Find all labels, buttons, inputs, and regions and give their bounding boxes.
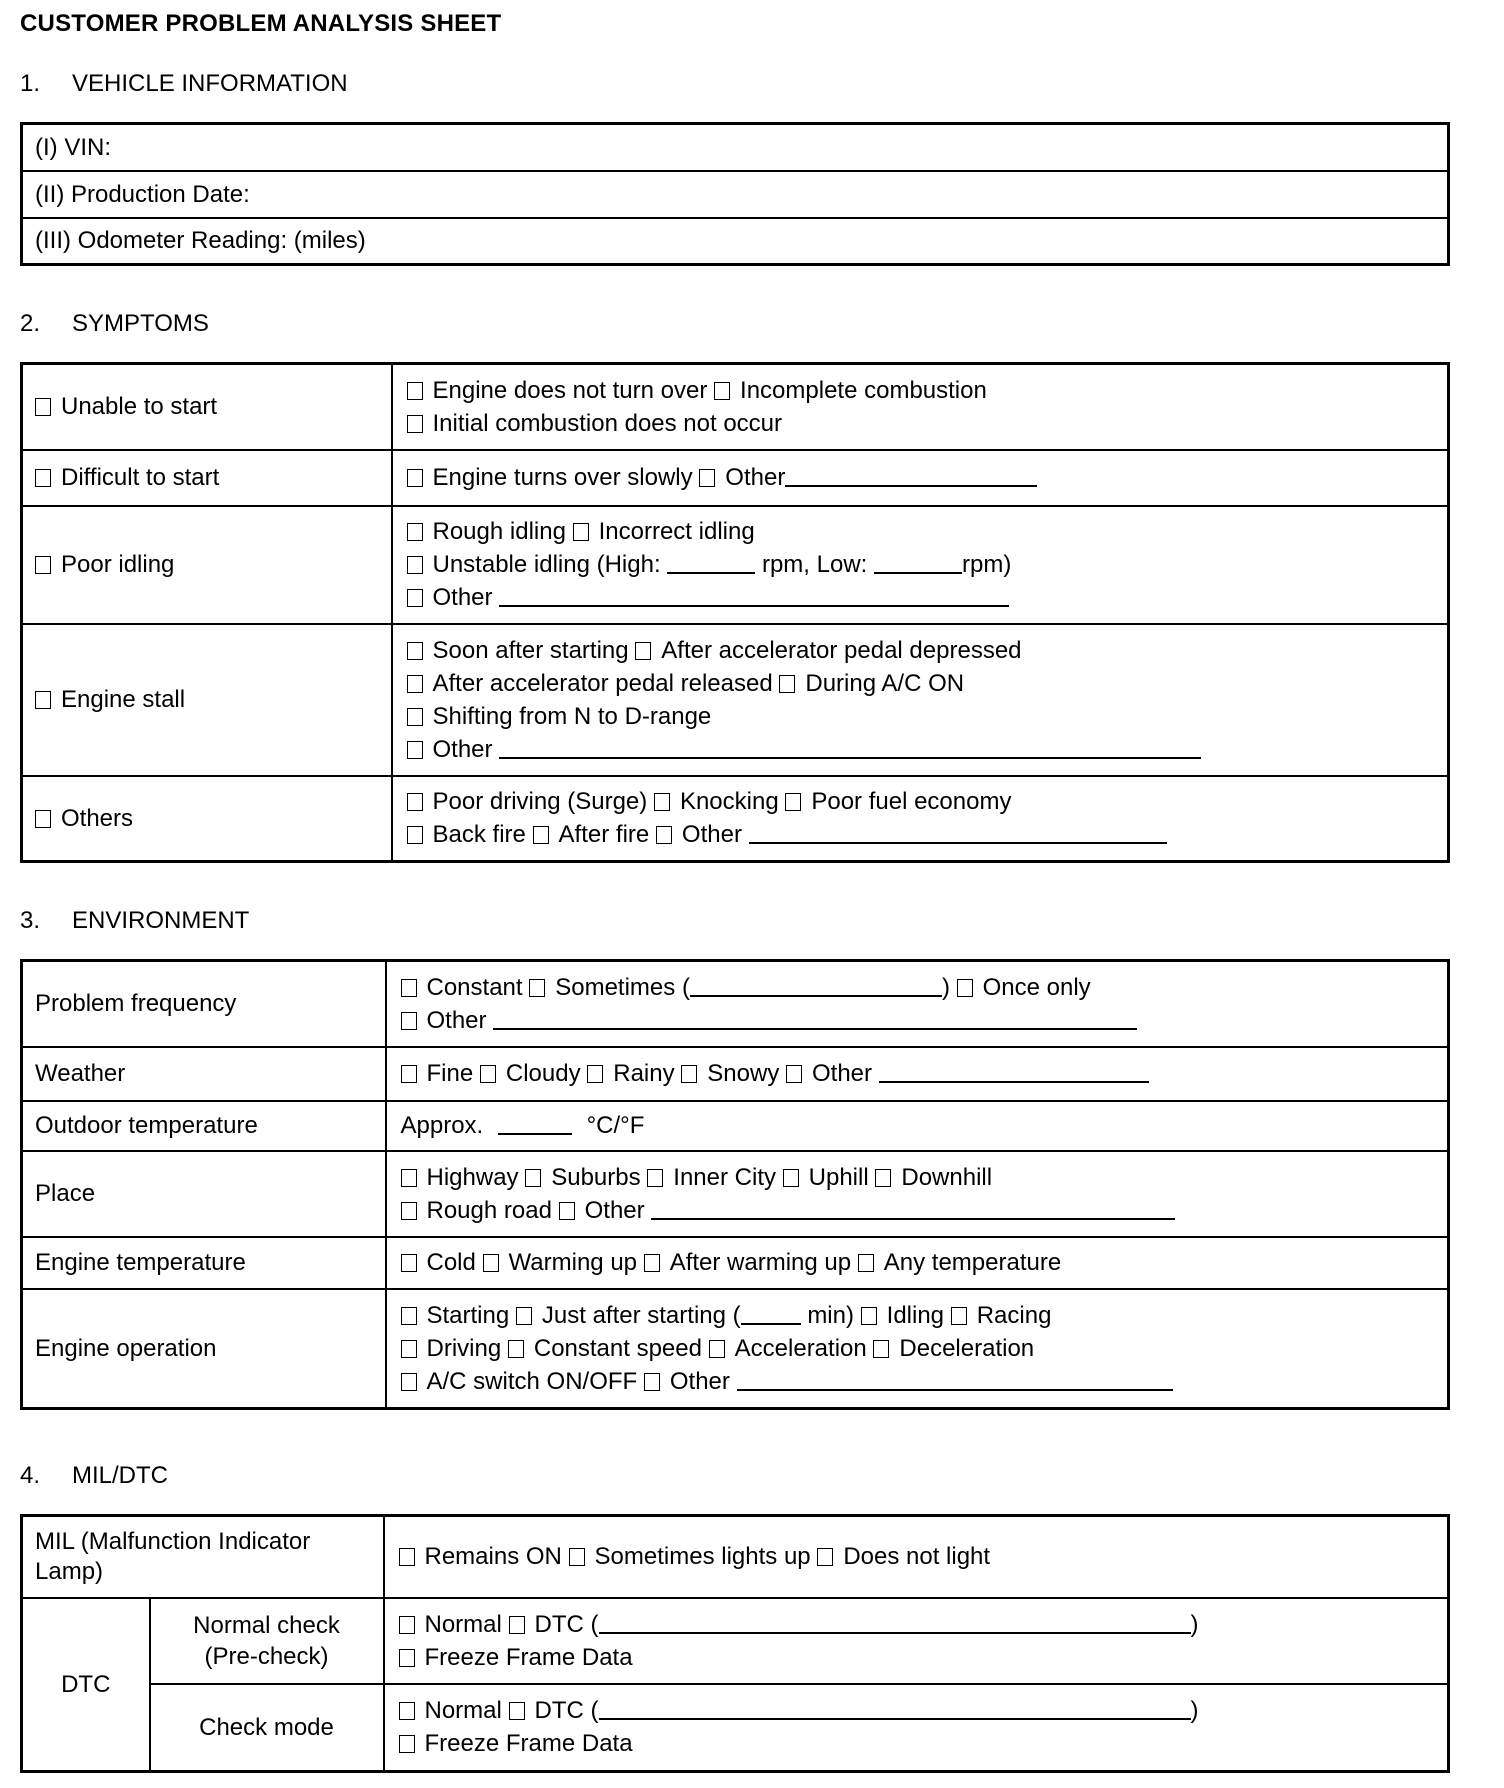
mil-dtc-table — [20, 1514, 1450, 1773]
dtc-code-field[interactable] — [599, 1610, 1191, 1634]
option-knocking[interactable]: Knocking — [654, 788, 779, 815]
symptom-row-difficult-to-start — [22, 450, 1449, 506]
checkbox-icon[interactable] — [35, 556, 51, 574]
checkbox-icon[interactable] — [509, 1702, 525, 1720]
checkbox-icon[interactable] — [401, 979, 417, 997]
env-row-problem-frequency: Problem frequency Constant Sometimes ( ) Once only Other — [22, 961, 1449, 1047]
option-after-fire[interactable]: After fire — [533, 821, 650, 848]
option-dtc[interactable]: DTC ( — [509, 1697, 599, 1724]
checkbox-icon[interactable] — [35, 810, 51, 828]
checkbox-icon[interactable] — [516, 1307, 532, 1325]
env-label-problem-frequency: Problem frequency — [22, 961, 386, 1047]
symptom-unable-to-start[interactable]: Unable to start — [22, 364, 392, 450]
checkbox-icon[interactable] — [529, 979, 545, 997]
checkbox-icon[interactable] — [573, 523, 589, 541]
checkbox-icon[interactable] — [714, 382, 730, 400]
checkbox-icon[interactable] — [699, 469, 715, 487]
checkbox-icon[interactable] — [875, 1169, 891, 1187]
checkbox-icon[interactable] — [401, 1202, 417, 1220]
option-rough-idling[interactable]: Rough idling — [407, 518, 566, 545]
section-heading-symptoms: 2. SYMPTOMS — [20, 310, 209, 337]
dtc-code-field[interactable] — [599, 1696, 1191, 1720]
mil-label: MIL (Malfunction Indicator Lamp) — [22, 1516, 384, 1598]
option-idling[interactable]: Idling — [861, 1302, 944, 1329]
checkbox-icon[interactable] — [647, 1169, 663, 1187]
checkbox-icon[interactable] — [35, 691, 51, 709]
checkbox-icon[interactable] — [509, 1616, 525, 1634]
option-sometimes[interactable]: Sometimes ( — [529, 974, 690, 1001]
option-after-pedal-depressed[interactable]: After accelerator pedal depressed — [635, 637, 1021, 664]
production-date-field[interactable] — [22, 171, 1449, 218]
option-engine-does-not-turn-over[interactable]: Engine does not turn over — [407, 377, 708, 404]
env-label-engine-temperature: Engine temperature — [22, 1237, 386, 1289]
checkbox-icon[interactable] — [407, 415, 423, 433]
option-starting[interactable]: Starting — [401, 1302, 510, 1329]
option-cold[interactable]: Cold — [401, 1249, 476, 1276]
option-incomplete-combustion[interactable]: Incomplete combustion — [714, 377, 987, 404]
option-suburbs[interactable]: Suburbs — [525, 1164, 640, 1191]
option-incorrect-idling[interactable]: Incorrect idling — [573, 518, 755, 545]
other-blank-field[interactable] — [785, 463, 1037, 487]
option-rainy[interactable]: Rainy — [587, 1060, 674, 1087]
symptom-difficult-to-start[interactable]: Difficult to start — [22, 450, 392, 506]
vin-label: (I) VIN: — [35, 133, 111, 161]
other-blank-field[interactable] — [499, 735, 1201, 759]
dtc-normal-check-row: DTC Normal check (Pre-check) Normal DTC ( ) Freeze Frame Data — [22, 1598, 1449, 1684]
option-does-not-light[interactable]: Does not light — [817, 1543, 990, 1570]
checkbox-icon[interactable] — [401, 1307, 417, 1325]
option-cloudy[interactable]: Cloudy — [480, 1060, 581, 1087]
checkbox-icon[interactable] — [407, 675, 423, 693]
production-date-row — [22, 171, 1449, 218]
symptom-row-poor-idling: Poor idling Rough idling Incorrect idling Unstable idling (High: rpm, Low: rpm) Other — [22, 506, 1449, 624]
option-unstable-idling[interactable]: Unstable idling (High: — [407, 551, 661, 578]
option-freeze-frame-data[interactable]: Freeze Frame Data — [399, 1730, 633, 1757]
document-title: CUSTOMER PROBLEM ANALYSIS SHEET — [20, 10, 502, 37]
dtc-check-mode-row: Check mode Normal DTC ( ) Freeze Frame Data — [22, 1684, 1449, 1772]
env-row-engine-temperature — [22, 1237, 1449, 1289]
checkbox-icon[interactable] — [783, 1169, 799, 1187]
option-inner-city[interactable]: Inner City — [647, 1164, 776, 1191]
symptom-others[interactable]: Others — [22, 776, 392, 862]
env-label-place: Place — [22, 1151, 386, 1237]
option-snowy[interactable]: Snowy — [681, 1060, 779, 1087]
checkbox-icon[interactable] — [407, 382, 423, 400]
env-label-engine-operation: Engine operation — [22, 1289, 386, 1409]
checkbox-icon[interactable] — [35, 469, 51, 487]
checkbox-icon[interactable] — [401, 1012, 417, 1030]
checkbox-icon[interactable] — [407, 708, 423, 726]
option-other[interactable]: Other — [656, 821, 742, 848]
env-row-engine-operation: Engine operation Starting Just after starting ( min) Idling Racing Driving Constant speed Acceleration Deceleration A/C switch ON/OFF Other — [22, 1289, 1449, 1409]
checkbox-icon[interactable] — [480, 1065, 496, 1083]
minutes-field[interactable] — [741, 1301, 801, 1325]
symptom-row-engine-stall — [22, 624, 1449, 776]
checkbox-icon[interactable] — [407, 523, 423, 541]
option-soon-after-starting[interactable]: Soon after starting — [407, 637, 629, 664]
option-back-fire[interactable]: Back fire — [407, 821, 526, 848]
checkbox-icon[interactable] — [644, 1373, 660, 1391]
option-downhill[interactable]: Downhill — [875, 1164, 992, 1191]
checkbox-icon[interactable] — [407, 826, 423, 844]
checkbox-icon[interactable] — [401, 1065, 417, 1083]
option-poor-driving-surge[interactable]: Poor driving (Surge) — [407, 788, 648, 815]
other-blank-field[interactable] — [499, 583, 1009, 607]
env-row-place — [22, 1151, 1449, 1237]
checkbox-icon[interactable] — [533, 826, 549, 844]
checkbox-icon[interactable] — [858, 1254, 874, 1272]
option-constant[interactable]: Constant — [401, 974, 523, 1001]
option-fine[interactable]: Fine — [401, 1060, 474, 1087]
env-row-outdoor-temperature: Outdoor temperature Approx. °C/°F — [22, 1101, 1449, 1151]
checkbox-icon[interactable] — [656, 826, 672, 844]
option-racing[interactable]: Racing — [951, 1302, 1052, 1329]
option-other[interactable]: Other — [407, 736, 493, 763]
other-blank-field[interactable] — [737, 1367, 1173, 1391]
checkbox-icon[interactable] — [399, 1735, 415, 1753]
checkbox-icon[interactable] — [817, 1548, 833, 1566]
option-warming-up[interactable]: Warming up — [483, 1249, 637, 1276]
low-rpm-field[interactable] — [874, 550, 962, 574]
option-other[interactable]: Other — [786, 1060, 872, 1087]
dtc-label: DTC — [22, 1598, 150, 1772]
option-remains-on[interactable]: Remains ON — [399, 1543, 562, 1570]
checkbox-icon[interactable] — [401, 1340, 417, 1358]
checkbox-icon[interactable] — [681, 1065, 697, 1083]
option-shifting-n-to-d[interactable]: Shifting from N to D-range — [407, 703, 712, 730]
checkbox-icon[interactable] — [861, 1307, 877, 1325]
checkbox-icon[interactable] — [951, 1307, 967, 1325]
vin-row — [22, 124, 1449, 171]
normal-check-label: Normal check (Pre-check) — [150, 1598, 384, 1684]
checkbox-icon[interactable] — [483, 1254, 499, 1272]
option-highway[interactable]: Highway — [401, 1164, 519, 1191]
option-rough-road[interactable]: Rough road — [401, 1197, 552, 1224]
option-other[interactable]: Other — [644, 1368, 730, 1395]
vehicle-info-table — [20, 122, 1450, 266]
option-initial-combustion-does-not-occur[interactable]: Initial combustion does not occur — [407, 410, 783, 437]
checkbox-icon[interactable] — [525, 1169, 541, 1187]
option-other[interactable]: Other — [699, 464, 785, 491]
symptom-poor-idling[interactable]: Poor idling — [22, 506, 392, 624]
environment-table — [20, 959, 1450, 1410]
odometer-label: (III) Odometer Reading: (miles) — [35, 227, 366, 255]
other-blank-field[interactable] — [749, 820, 1167, 844]
checkbox-icon[interactable] — [35, 398, 51, 416]
checkbox-icon[interactable] — [587, 1065, 603, 1083]
checkbox-icon[interactable] — [407, 642, 423, 660]
option-just-after-starting[interactable]: Just after starting ( — [516, 1302, 741, 1329]
vin-field[interactable] — [22, 124, 1449, 171]
checkbox-icon[interactable] — [407, 741, 423, 759]
checkbox-icon[interactable] — [709, 1340, 725, 1358]
mil-row — [22, 1516, 1449, 1598]
high-rpm-field[interactable] — [667, 550, 755, 574]
checkbox-icon[interactable] — [957, 979, 973, 997]
option-sometimes-lights-up[interactable]: Sometimes lights up — [569, 1543, 811, 1570]
checkbox-icon[interactable] — [399, 1548, 415, 1566]
production-date-label: (II) Production Date: — [35, 180, 250, 208]
option-after-pedal-released[interactable]: After accelerator pedal released — [407, 670, 773, 697]
option-other[interactable]: Other — [401, 1007, 487, 1034]
option-after-warming-up[interactable]: After warming up — [644, 1249, 851, 1276]
section-heading-vehicle: 1. VEHICLE INFORMATION — [20, 70, 348, 97]
option-freeze-frame-data[interactable]: Freeze Frame Data — [399, 1644, 633, 1671]
symptom-engine-stall[interactable]: Engine stall — [22, 624, 392, 776]
checkbox-icon[interactable] — [873, 1340, 889, 1358]
odometer-field[interactable] — [22, 218, 1449, 265]
odometer-row — [22, 218, 1449, 265]
section-heading-mil-dtc: 4. MIL/DTC — [20, 1462, 168, 1489]
option-any-temperature[interactable]: Any temperature — [858, 1249, 1061, 1276]
option-other[interactable]: Other — [559, 1197, 645, 1224]
option-once-only[interactable]: Once only — [957, 974, 1091, 1001]
option-acceleration[interactable]: Acceleration — [709, 1335, 867, 1362]
checkbox-icon[interactable] — [399, 1616, 415, 1634]
checkbox-icon[interactable] — [786, 1065, 802, 1083]
option-normal[interactable]: Normal — [399, 1611, 502, 1638]
checkbox-icon[interactable] — [407, 556, 423, 574]
option-normal[interactable]: Normal — [399, 1697, 502, 1724]
other-blank-field[interactable] — [879, 1059, 1149, 1083]
env-row-weather — [22, 1047, 1449, 1101]
checkbox-icon[interactable] — [559, 1202, 575, 1220]
option-deceleration[interactable]: Deceleration — [873, 1335, 1034, 1362]
checkbox-icon[interactable] — [407, 793, 423, 811]
other-blank-field[interactable] — [493, 1006, 1137, 1030]
option-uphill[interactable]: Uphill — [783, 1164, 869, 1191]
checkbox-icon[interactable] — [779, 675, 795, 693]
option-driving[interactable]: Driving — [401, 1335, 502, 1362]
checkbox-icon[interactable] — [644, 1254, 660, 1272]
option-ac-switch[interactable]: A/C switch ON/OFF — [401, 1368, 638, 1395]
sometimes-blank-field[interactable] — [690, 973, 942, 997]
option-poor-fuel-economy[interactable]: Poor fuel economy — [785, 788, 1011, 815]
checkbox-icon[interactable] — [407, 469, 423, 487]
env-label-weather: Weather — [22, 1047, 386, 1101]
checkbox-icon[interactable] — [401, 1169, 417, 1187]
checkbox-icon[interactable] — [399, 1649, 415, 1667]
check-mode-label: Check mode — [150, 1684, 384, 1772]
symptom-row-others — [22, 776, 1449, 862]
checkbox-icon[interactable] — [407, 589, 423, 607]
option-engine-turns-over-slowly[interactable]: Engine turns over slowly — [407, 464, 693, 491]
checkbox-icon[interactable] — [654, 793, 670, 811]
symptom-row-unable-to-start — [22, 364, 1449, 450]
section-heading-environment: 3. ENVIRONMENT — [20, 907, 250, 934]
checkbox-icon[interactable] — [569, 1548, 585, 1566]
env-label-outdoor-temperature: Outdoor temperature — [22, 1101, 386, 1151]
option-dtc[interactable]: DTC ( — [509, 1611, 599, 1638]
checkbox-icon[interactable] — [508, 1340, 524, 1358]
checkbox-icon[interactable] — [785, 793, 801, 811]
outdoor-temperature-field[interactable] — [498, 1111, 572, 1135]
option-constant-speed[interactable]: Constant speed — [508, 1335, 702, 1362]
option-other[interactable]: Other — [407, 584, 493, 611]
other-blank-field[interactable] — [651, 1196, 1175, 1220]
checkbox-icon[interactable] — [401, 1254, 417, 1272]
checkbox-icon[interactable] — [399, 1702, 415, 1720]
symptoms-table — [20, 362, 1450, 863]
option-during-ac-on[interactable]: During A/C ON — [779, 670, 964, 697]
checkbox-icon[interactable] — [401, 1373, 417, 1391]
checkbox-icon[interactable] — [635, 642, 651, 660]
temperature-unit: °C/°F — [586, 1112, 645, 1139]
